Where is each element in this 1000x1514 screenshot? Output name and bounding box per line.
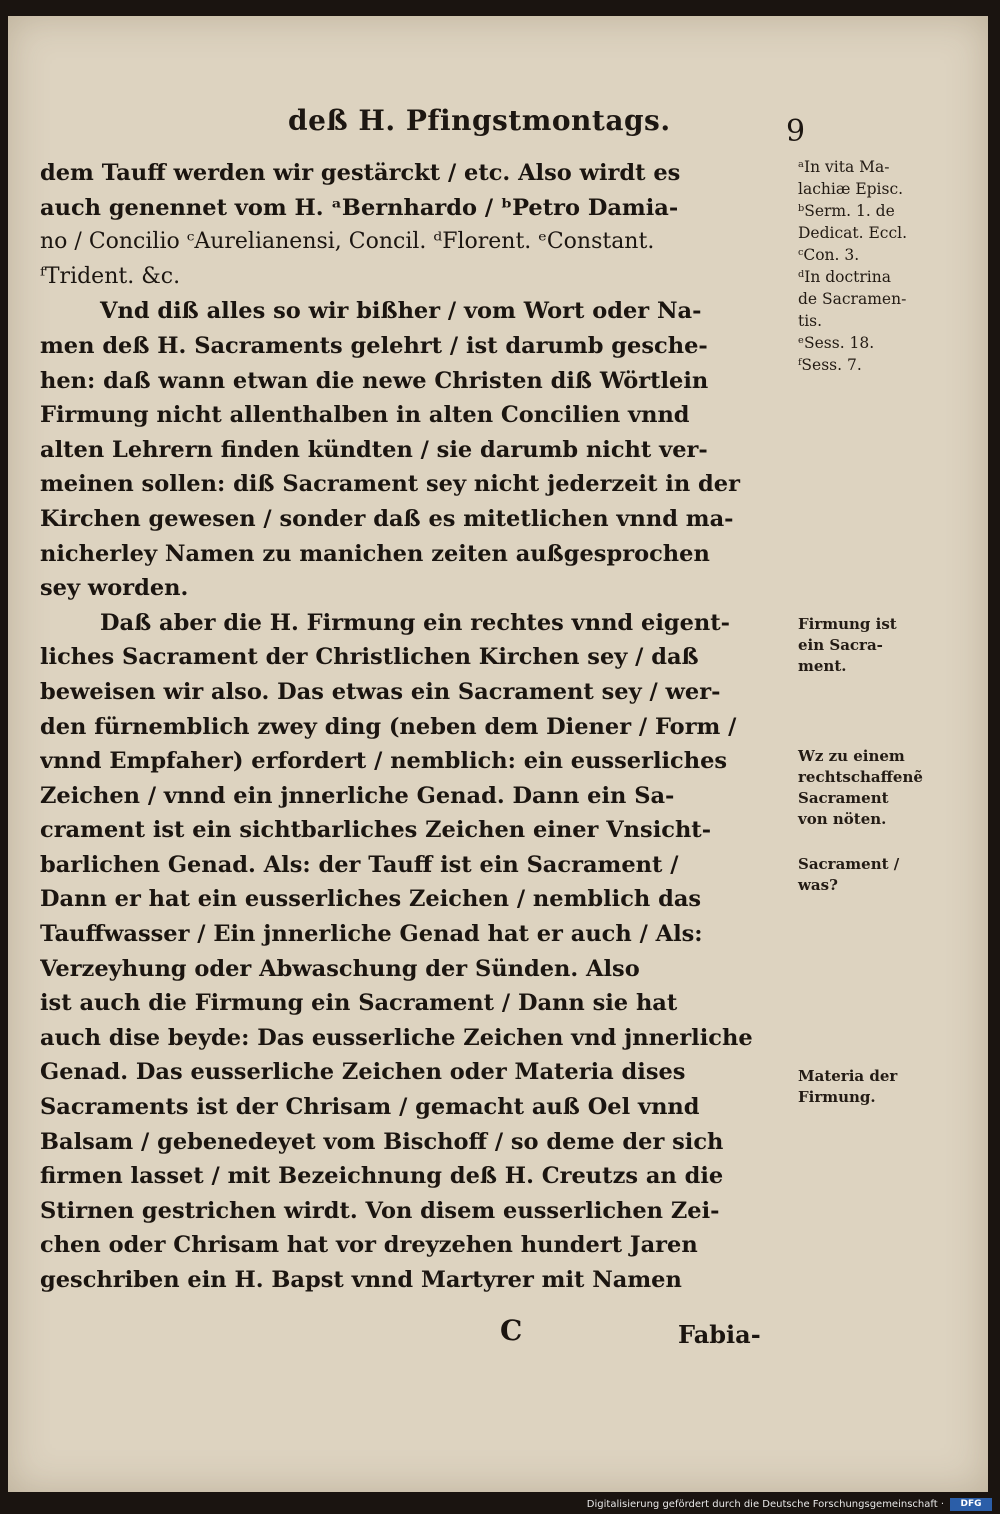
margin-ref: de Sacramen- bbox=[798, 290, 907, 308]
text-line: dem Tauff werden wir gestärckt / etc. Also wirdt es bbox=[40, 160, 681, 186]
text-line: Zeichen / vnnd ein jnnerliche Genad. Dann ein Sa- bbox=[40, 782, 675, 809]
margin-note-line: was? bbox=[798, 876, 838, 894]
main-text-block bbox=[40, 156, 788, 1298]
running-head: deß H. Pfingstmontags. bbox=[288, 104, 671, 137]
dfg-logo: DFG bbox=[950, 1498, 992, 1511]
text-line: hen: daß wann etwan die newe Christen diß Wörtlein bbox=[40, 367, 709, 394]
text-line: alten Lehrern finden kündten / sie darumb nicht ver- bbox=[40, 436, 708, 463]
margin-note-line: Materia der bbox=[798, 1067, 898, 1085]
catchword: Fabia- bbox=[678, 1320, 761, 1349]
text-line: Verzeyhung oder Abwaschung der Sünden. Also bbox=[40, 955, 640, 982]
margin-ref: Dedicat. Eccl. bbox=[798, 224, 908, 242]
text-line: Sacraments ist der Chrisam / gemacht auß Oel vnnd bbox=[40, 1094, 700, 1121]
text-line: Kirchen gewesen / sonder daß es mitetlichen vnnd ma- bbox=[40, 505, 734, 532]
margin-ref: lachiæ Episc. bbox=[798, 180, 904, 198]
text-line: Vnd diß alles so wir bißher / vom Wort oder Na- bbox=[100, 298, 702, 325]
margin-note-line: von nöten. bbox=[798, 810, 887, 828]
margin-note-requirements bbox=[798, 746, 923, 830]
margin-references bbox=[798, 156, 907, 376]
margin-ref: tis. bbox=[798, 312, 823, 330]
text-line: crament ist ein sichtbarliches Zeichen einer Vnsicht- bbox=[40, 817, 712, 844]
signature-mark: C bbox=[500, 1314, 523, 1347]
book-page bbox=[8, 16, 988, 1492]
text-line: Daß aber die H. Firmung ein rechtes vnnd eigent- bbox=[100, 609, 730, 636]
page-number: 9 bbox=[786, 114, 806, 149]
margin-note-line: Firmung ist bbox=[798, 615, 897, 633]
text-line: ᶠTrident. &c. bbox=[40, 263, 181, 289]
margin-note-line: rechtschaffenẽ bbox=[798, 768, 923, 786]
margin-note-line: Firmung. bbox=[798, 1088, 876, 1106]
margin-note-sacrament-what bbox=[798, 854, 899, 896]
text-line: firmen lasset / mit Bezeichnung deß H. Creutzs an die bbox=[40, 1163, 724, 1190]
text-line: Stirnen gestrichen wirdt. Von disem eusserlichen Zei- bbox=[40, 1197, 720, 1224]
text-line: vnnd Empfaher) erfordert / nemblich: ein eusserliches bbox=[40, 748, 728, 775]
margin-ref: ᵃIn vita Ma- bbox=[798, 158, 890, 176]
text-line: Firmung nicht allenthalben in alten Concilien vnnd bbox=[40, 402, 690, 429]
margin-ref: ᵈIn doctrina bbox=[798, 268, 891, 286]
text-line: Dann er hat ein eusserliches Zeichen / nemblich das bbox=[40, 886, 702, 913]
text-line: Tauffwasser / Ein jnnerliche Genad hat er auch / Als: bbox=[40, 921, 703, 948]
text-line: beweisen wir also. Das etwas ein Sacrament sey / wer- bbox=[40, 678, 721, 705]
margin-note-line: Sacrament / bbox=[798, 855, 900, 873]
text-line: Balsam / gebenedeyet vom Bischoff / so deme der sich bbox=[40, 1128, 724, 1155]
text-line: auch genennet vom H. ᵃBernhardo / ᵇPetro Damia- bbox=[40, 194, 679, 221]
margin-ref: ᵇSerm. 1. de bbox=[798, 202, 895, 220]
text-line: auch dise beyde: Das eusserliche Zeichen vnd jnnerliche bbox=[40, 1024, 753, 1051]
margin-ref: ᶠSess. 7. bbox=[798, 356, 862, 374]
margin-ref: ᵉSess. 18. bbox=[798, 334, 875, 352]
margin-note-materia bbox=[798, 1066, 897, 1108]
text-line: chen oder Chrisam hat vor dreyzehen hundert Jaren bbox=[40, 1232, 698, 1259]
text-line: liches Sacrament der Christlichen Kirchen sey / daß bbox=[40, 644, 699, 671]
text-line: nicherley Namen zu manichen zeiten außgesprochen bbox=[40, 540, 710, 567]
margin-note-line: ein Sacra- bbox=[798, 636, 883, 654]
text-line: sey worden. bbox=[40, 575, 189, 602]
margin-note-line: Sacrament bbox=[798, 789, 889, 807]
text-line: den fürnemblich zwey ding (neben dem Diener / Form / bbox=[40, 713, 737, 740]
text-line: men deß H. Sacraments gelehrt / ist darumb gesche- bbox=[40, 332, 708, 359]
margin-note-line: ment. bbox=[798, 657, 847, 675]
text-line: Genad. Das eusserliche Zeichen oder Materia dises bbox=[40, 1059, 686, 1086]
margin-note-line: Wz zu einem bbox=[798, 747, 905, 765]
text-line: no / Concilio ᶜAurelianensi, Concil. ᵈFlorent. ᵉConstant. bbox=[40, 229, 655, 255]
text-line: barlichen Genad. Als: der Tauff ist ein Sacrament / bbox=[40, 851, 679, 878]
margin-ref: ᶜCon. 3. bbox=[798, 246, 860, 264]
digitization-credit: Digitalisierung gefördert durch die Deutsche Forschungsgemeinschaft · bbox=[586, 1499, 944, 1510]
text-line: geschriben ein H. Bapst vnnd Martyrer mit Namen bbox=[40, 1267, 682, 1293]
margin-note-firmung-sacrament bbox=[798, 614, 897, 677]
text-line: meinen sollen: diß Sacrament sey nicht jederzeit in der bbox=[40, 471, 740, 498]
text-line: ist auch die Firmung ein Sacrament / Dann sie hat bbox=[40, 990, 678, 1017]
